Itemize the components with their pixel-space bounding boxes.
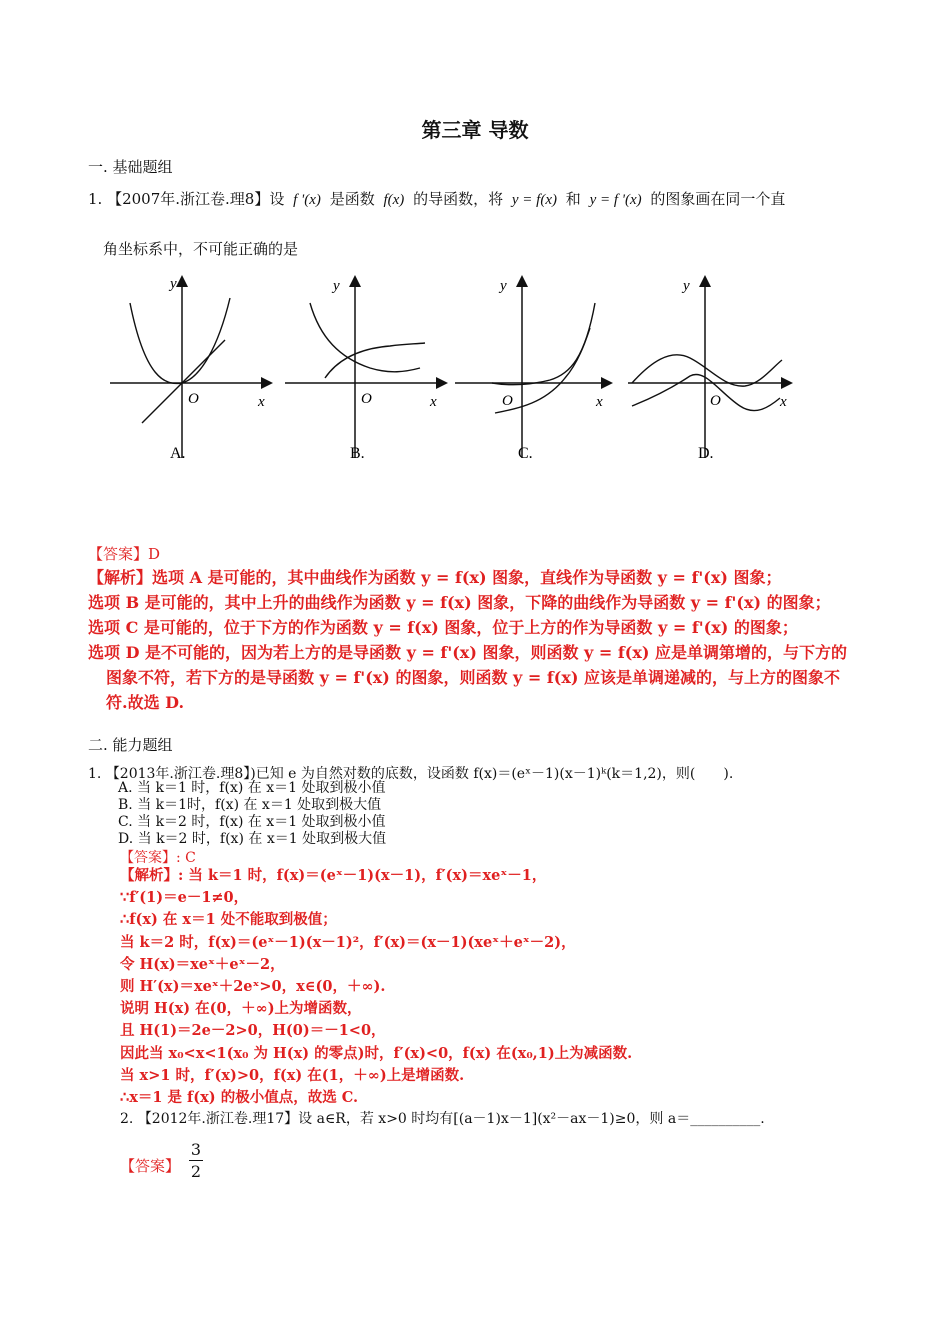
q1-analysis <box>88 565 847 715</box>
q1-analysis-line: 选项 D 是不可能的，因为若上方的是导函数 y = f'(x) 图象，则函数 y = f(x) 应是单调第增的，与下方的 <box>88 643 848 662</box>
q1-fprime: f '(x) <box>293 192 321 208</box>
question-2-1-options <box>118 780 386 848</box>
q1-analysis-line: 【解析】选项 A 是可能的，其中曲线作为函数 y = f(x) 图象，直线作为导函数 y = f'(x) 图象； <box>88 568 782 587</box>
graph-c <box>455 278 610 462</box>
q2-1-answer: 【答案】: C <box>120 850 196 866</box>
graph-c-caption: C. <box>518 445 533 462</box>
q1-analysis-line: 图象不符，若下方的是导函数 y = f'(x) 的图象，则函数 y = f(x) 应该是单调递减的，与上方的图象不 <box>106 668 840 687</box>
q2-1-analysis-line: 令 H(x)＝xeˣ＋eˣ－2， <box>120 955 285 973</box>
q1-text-a: 1. 【2007年.浙江卷.理8】设 <box>88 190 285 208</box>
q1-text-b: 是函数 <box>329 190 375 208</box>
graph-d-origin: O <box>710 393 721 409</box>
option-d: D. 当 k＝2 时，f(x) 在 x＝1 处取到极大值 <box>118 831 387 847</box>
section-heading-basic: 一. 基础题组 <box>88 158 173 176</box>
q2-1-analysis-line: 则 H′(x)＝xeˣ＋2eˣ>0，x∈(0，＋∞). <box>120 978 386 996</box>
fraction-bar <box>189 1160 203 1161</box>
graph-c-x-label: x <box>596 394 603 410</box>
graph-a-origin: O <box>188 391 199 407</box>
q2-1-analysis-line: 说明 H(x) 在(0，＋∞)上为增函数， <box>120 1000 362 1018</box>
q2-1-analysis-line: 当 x>1 时，f′(x)>0，f(x) 在(1，＋∞)上是增函数. <box>120 1066 465 1084</box>
question-2-1-stem: 1. 【2013年.浙江卷.理8】)已知 e 为自然对数的底数，设函数 f(x)＝(eˣ－1)(x－1)ᵏ(k＝1,2)，则( ). <box>88 766 734 782</box>
graph-d-y-label: y <box>683 278 690 294</box>
q1-text-d: 和 <box>565 190 581 208</box>
graph-d <box>628 278 790 462</box>
graph-d-caption: D. <box>698 445 714 462</box>
q2-1-analysis-line: ∵f′(1)＝e－1≠0， <box>120 889 249 907</box>
q1-fx: f(x) <box>383 192 405 208</box>
q2-1-analysis-line: 因此当 x₀<x<1(x₀ 为 H(x) 的零点)时，f′(x)<0，f(x) 在(x₀,1)上为减函数. <box>120 1044 633 1062</box>
graph-a-caption: A. <box>170 445 186 462</box>
q1-y-fpx: y = f '(x) <box>589 192 642 208</box>
question-1-line2: 角坐标系中，不可能正确的是 <box>103 240 299 258</box>
graph-c-origin: O <box>502 393 513 409</box>
q2-2-answer-label: 【答案】 <box>120 1157 181 1175</box>
q2-1-analysis-line: ∴f(x) 在 x＝1 处不能取到极值； <box>120 911 337 929</box>
graph-a-x-label: x <box>258 394 265 410</box>
fraction-numerator: 3 <box>190 1140 202 1159</box>
question-1-line1 <box>88 188 785 209</box>
q2-1-analysis-line: 且 H(1)＝2e－2>0，H(0)＝－1<0， <box>120 1022 386 1040</box>
graph-a-y-label: y <box>170 276 177 292</box>
option-c: C. 当 k＝2 时，f(x) 在 x＝1 处取到极小值 <box>118 814 386 830</box>
graph-b-x-label: x <box>430 394 437 410</box>
option-graphs <box>100 268 800 468</box>
graph-b-caption: B. <box>350 445 365 462</box>
q1-analysis-line: 选项 B 是可能的，其中上升的曲线作为函数 y = f(x) 图象，下降的曲线作为导函数 y = f'(x) 的图象； <box>88 593 831 612</box>
section-heading-ability: 二. 能力题组 <box>88 736 173 754</box>
q1-answer: 【答案】D <box>88 545 161 563</box>
graph-b-origin: O <box>361 391 372 407</box>
option-b: B. 当 k＝1时，f(x) 在 x＝1 处取到极大值 <box>118 797 382 813</box>
q2-1-analysis-line: ∴x＝1 是 f(x) 的极小值点，故选 C. <box>120 1089 359 1107</box>
q2-1-analysis-line: 当 k＝2 时，f(x)＝(eˣ－1)(x－1)²，f′(x)＝(x－1)(xeˣ＋eˣ－2)， <box>120 933 576 951</box>
q1-text-e: 的图象画在同一个直 <box>650 190 786 208</box>
question-2-2-stem: 2. 【2012年.浙江卷.理17】设 a∈R，若 x>0 时均有[(a－1)x－1](x²－ax－1)≥0，则 a＝__________. <box>120 1111 765 1127</box>
graph-c-y-label: y <box>500 278 507 294</box>
q1-text-c: 的导函数，将 <box>413 190 504 208</box>
page-title: 第三章 导数 <box>421 118 529 142</box>
q1-y-fx: y = f(x) <box>511 192 557 208</box>
q2-1-analysis <box>120 865 632 1109</box>
q1-analysis-line: 选项 C 是可能的，位于下方的作为函数 y = f(x) 图象，位于上方的作为导函数 y = f'(x) 的图象； <box>88 618 798 637</box>
graph-d-x-label: x <box>780 394 787 410</box>
fraction-denominator: 2 <box>190 1162 202 1181</box>
graph-b-y-label: y <box>333 278 340 294</box>
option-a: A. 当 k＝1 时，f(x) 在 x＝1 处取到极小值 <box>118 780 386 796</box>
q2-2-answer-fraction <box>186 1140 206 1181</box>
q2-1-analysis-line: 【解析】: 当 k＝1 时，f(x)＝(eˣ－1)(x－1)，f′(x)＝xeˣ－1， <box>120 867 547 884</box>
graph-b <box>285 278 445 462</box>
q1-analysis-line: 符.故选 D. <box>106 693 185 712</box>
graph-a <box>110 276 270 462</box>
